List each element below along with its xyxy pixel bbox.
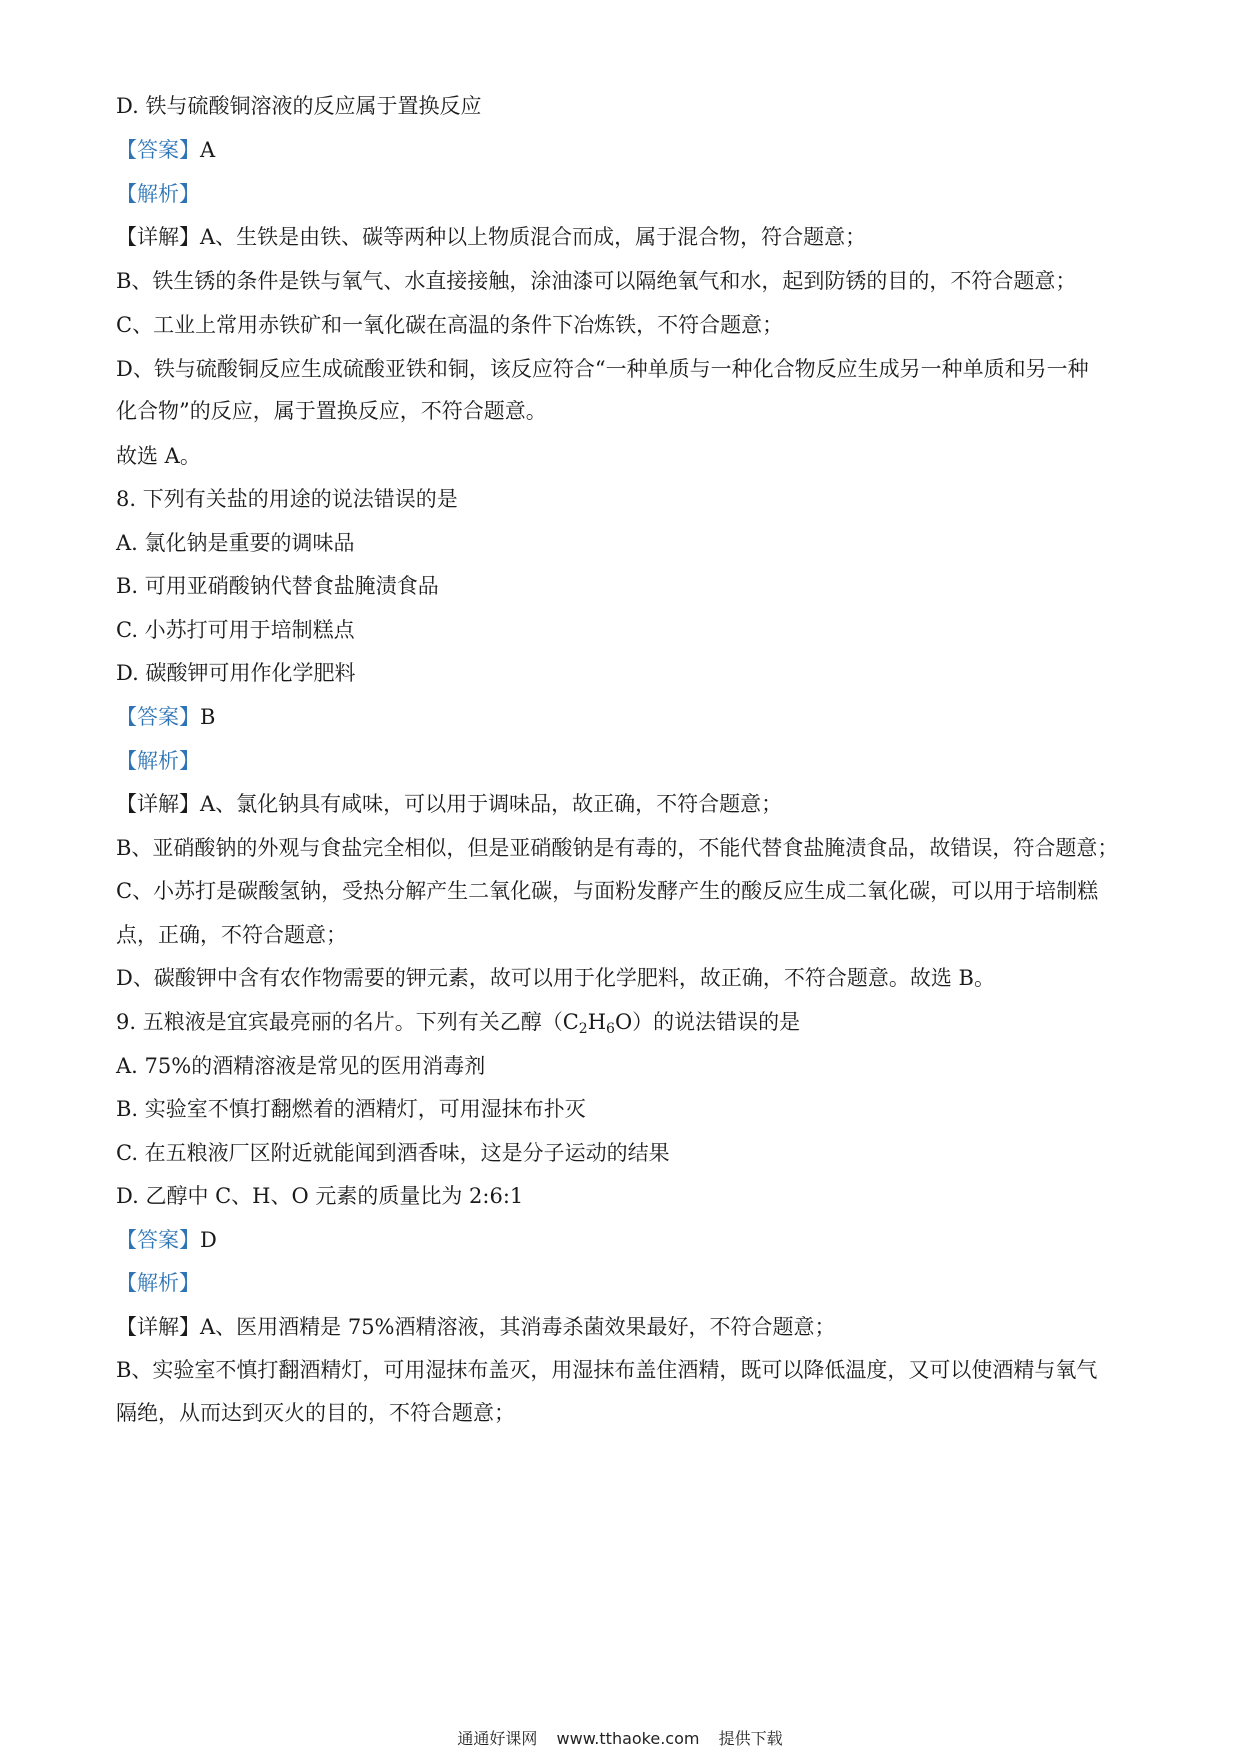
answer-value: A <box>200 138 216 162</box>
detail-tag: 【详解】 <box>116 792 200 816</box>
q9-detail-b-line2: 隔绝，从而达到灭火的目的，不符合题意； <box>116 1401 515 1425</box>
q8-detail-c-line2: 点，正确，不符合题意； <box>116 923 347 947</box>
q8-detail-c-line1: C、小苏打是碳酸氢钠，受热分解产生二氧化碳，与面粉发酵产生的酸反应生成二氧化碳，可以用于培制糕 <box>116 879 1099 903</box>
q9-option-d: D. 乙醇中 C、H、O 元素的质量比为 2:6:1 <box>116 1184 524 1208</box>
q7-answer <box>116 135 1140 165</box>
q7-detail-d-line2: 化合物”的反应，属于置换反应，不符合题意。 <box>116 399 547 423</box>
page-footer <box>0 1728 1240 1750</box>
q7-detail-b: B、铁生锈的条件是铁与氧气、水直接接触，涂油漆可以隔绝氧气和水，起到防锈的目的，不符合题意； <box>116 269 1077 293</box>
q9-option-b: B. 实验室不慎打翻燃着的酒精灯，可用湿抹布扑灭 <box>116 1097 586 1121</box>
q8-detail-d: D、碳酸钾中含有农作物需要的钾元素，故可以用于化学肥料，故正确，不符合题意。故选 B。 <box>116 966 995 990</box>
formula-subscript-c: 2 <box>578 1021 588 1037</box>
q7-conclusion: 故选 A。 <box>116 444 201 468</box>
formula-subscript-h: 6 <box>606 1021 615 1037</box>
q9-answer <box>116 1225 1140 1255</box>
q8-stem: 8. 下列有关盐的用途的说法错误的是 <box>116 487 458 511</box>
answer-tag: 【答案】 <box>116 138 200 162</box>
answer-value: B <box>200 705 216 729</box>
detail-a-text: A、氯化钠具有咸味，可以用于调味品，故正确，不符合题意； <box>200 792 783 816</box>
q9-detail-a <box>116 1312 1140 1342</box>
q8-option-b: B. 可用亚硝酸钠代替食盐腌渍食品 <box>116 574 439 598</box>
answer-value: D <box>200 1228 217 1252</box>
q9-option-a: A. 75%的酒精溶液是常见的医用消毒剂 <box>116 1054 486 1078</box>
detail-tag: 【详解】 <box>116 1315 200 1339</box>
q8-answer <box>116 702 1140 732</box>
q9-analysis-tag: 【解析】 <box>116 1271 200 1295</box>
q7-detail-c: C、工业上常用赤铁矿和一氧化碳在高温的条件下冶炼铁，不符合题意； <box>116 313 784 337</box>
footer-url[interactable]: www.tthaoke.com <box>556 1729 700 1748</box>
q9-stem <box>116 1007 1140 1044</box>
q7-detail-d-line1: D、铁与硫酸铜反应生成硫酸亚铁和铜，该反应符合“一种单质与一种化合物反应生成另一种单质和另一种 <box>116 357 1089 381</box>
q8-option-a: A. 氯化钠是重要的调味品 <box>116 531 355 555</box>
footer-note: 提供下载 <box>718 1729 783 1748</box>
q7-detail-a <box>116 222 1140 252</box>
q7-analysis-tag: 【解析】 <box>116 182 200 206</box>
formula-h: H <box>587 1010 607 1034</box>
detail-tag: 【详解】 <box>116 225 200 249</box>
q8-option-c: C. 小苏打可用于培制糕点 <box>116 618 355 642</box>
q8-analysis-tag: 【解析】 <box>116 749 200 773</box>
q9-option-c: C. 在五粮液厂区附近就能闻到酒香味，这是分子运动的结果 <box>116 1141 670 1165</box>
q9-detail-b-line1: B、实验室不慎打翻酒精灯，可用湿抹布盖灭，用湿抹布盖住酒精，既可以降低温度，又可以使酒精与氧气 <box>116 1358 1098 1382</box>
answer-tag: 【答案】 <box>116 705 200 729</box>
q8-detail-b: B、亚硝酸钠的外观与食盐完全相似，但是亚硝酸钠是有毒的，不能代替食盐腌渍食品，故错误，符合题意； <box>116 836 1119 860</box>
detail-a-text: A、生铁是由铁、碳等两种以上物质混合而成，属于混合物，符合题意； <box>200 225 867 249</box>
q8-detail-a <box>116 789 1140 819</box>
answer-tag: 【答案】 <box>116 1228 200 1252</box>
q7-option-d: D. 铁与硫酸铜溶液的反应属于置换反应 <box>116 94 482 118</box>
detail-a-text: A、医用酒精是 75%酒精溶液，其消毒杀菌效果最好，不符合题意； <box>200 1315 836 1339</box>
q9-stem-suffix: O）的说法错误的是 <box>614 1010 801 1034</box>
q8-option-d: D. 碳酸钾可用作化学肥料 <box>116 661 356 685</box>
q9-stem-prefix: 9. 五粮液是宜宾最亮丽的名片。下列有关乙醇（C <box>116 1010 579 1034</box>
footer-site-name: 通通好课网 <box>457 1729 538 1748</box>
